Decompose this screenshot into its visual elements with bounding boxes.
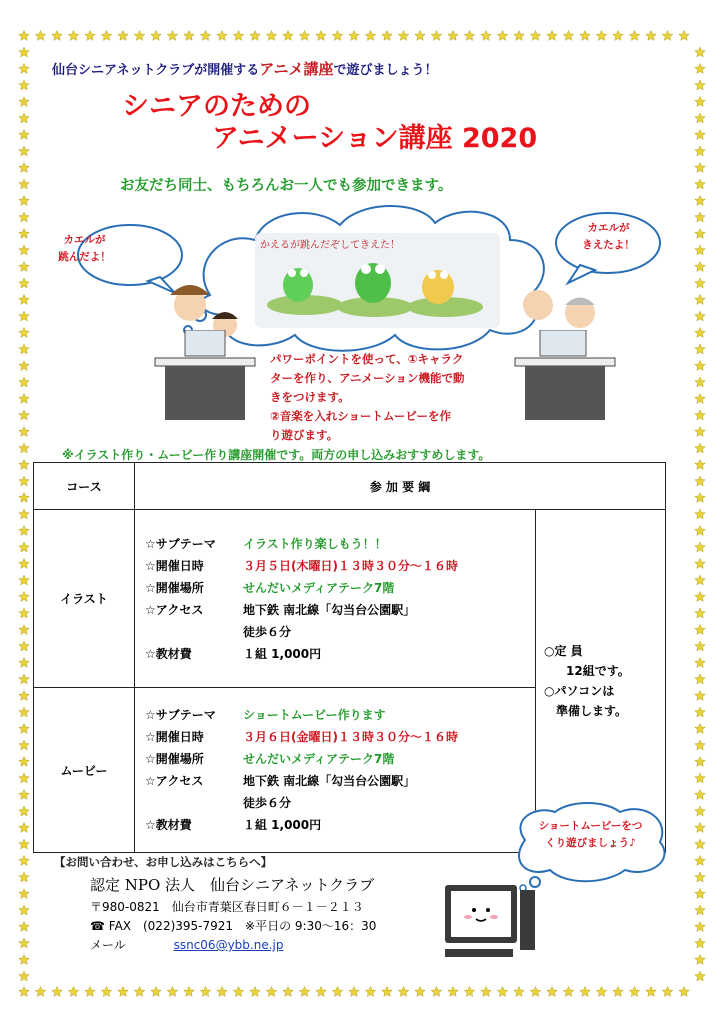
cloud-caption: かえるが跳んだぞしてきえた！ <box>260 240 400 251</box>
star-icon <box>19 179 29 189</box>
star-icon <box>398 987 408 997</box>
star-icon <box>19 278 29 288</box>
star-icon <box>19 394 29 404</box>
email-link[interactable]: ssnc06@ybb.ne.jp <box>173 938 284 952</box>
star-icon <box>19 509 29 519</box>
star-icon <box>695 823 705 833</box>
course-description: パワーポイントを使って、①キャラク ターを作り、アニメーション機能で動 きをつけます。 ②音楽を入れショートムービーを作 り遊びます。 <box>270 352 465 442</box>
subtitle: お友だち同士、もちろんお一人でも参加できます。 <box>120 178 453 194</box>
mail-label: メール <box>90 938 126 952</box>
star-icon <box>68 987 78 997</box>
star-icon <box>19 443 29 453</box>
star-icon <box>695 179 705 189</box>
star-icon <box>695 80 705 90</box>
star-icon <box>19 31 29 41</box>
star-icon <box>613 987 623 997</box>
star-icon <box>118 31 128 41</box>
star-icon <box>299 31 309 41</box>
star-icon <box>35 31 45 41</box>
right-speech-bubble: カエルが きえたよ！ <box>582 222 635 251</box>
star-icon <box>695 427 705 437</box>
star-icon <box>19 724 29 734</box>
star-icon <box>85 987 95 997</box>
star-icon <box>19 97 29 107</box>
star-icon <box>481 31 491 41</box>
star-icon <box>332 987 342 997</box>
star-icon <box>184 31 194 41</box>
star-icon <box>580 31 590 41</box>
star-icon <box>19 130 29 140</box>
intro-line: 仙台シニアネットクラブが開催するアニメ講座で遊びましょう！ <box>52 60 438 78</box>
star-icon <box>19 740 29 750</box>
star-icon <box>695 47 705 57</box>
star-icon <box>101 987 111 997</box>
star-icon <box>629 31 639 41</box>
star-icon <box>530 987 540 997</box>
star-icon <box>695 757 705 767</box>
star-icon <box>200 987 210 997</box>
star-icon <box>695 196 705 206</box>
star-icon <box>19 707 29 717</box>
star-icon <box>19 196 29 206</box>
star-icon <box>217 987 227 997</box>
star-icon <box>646 987 656 997</box>
course-table <box>33 462 666 853</box>
star-icon <box>695 64 705 74</box>
star-icon <box>19 146 29 156</box>
star-icon <box>19 971 29 981</box>
star-icon <box>167 31 177 41</box>
star-icon <box>19 641 29 651</box>
star-icon <box>217 31 227 41</box>
star-icon <box>464 987 474 997</box>
star-icon <box>19 575 29 585</box>
star-icon <box>695 163 705 173</box>
star-icon <box>530 31 540 41</box>
star-icon <box>382 31 392 41</box>
left-speech-bubble: カエルが 跳んだよ！ <box>58 234 111 263</box>
star-icon <box>19 773 29 783</box>
star-icon <box>316 987 326 997</box>
star-icon <box>19 460 29 470</box>
star-icon <box>316 31 326 41</box>
star-icon <box>19 212 29 222</box>
star-icon <box>233 987 243 997</box>
course-illust: イラスト <box>34 510 135 688</box>
star-icon <box>695 130 705 140</box>
star-icon <box>431 31 441 41</box>
star-icon <box>695 839 705 849</box>
star-icon <box>695 295 705 305</box>
star-icon <box>19 839 29 849</box>
illust-details: ☆サブテーマ イラスト作り楽しもう！！ ☆開催日時 ３月５日(木曜日)１３時３０分～１６時 ☆開催場所 せんだいメディアテーク7階 ☆アクセス 地下鉄 南北線「勾当台公園駅」 徒歩６分 ☆教材費 １組 1,000円 <box>135 510 536 688</box>
star-icon <box>19 608 29 618</box>
star-icon <box>596 31 606 41</box>
contact-heading: 【お問い合わせ、お申し込みはこちらへ】 <box>54 855 273 869</box>
star-icon <box>695 658 705 668</box>
star-icon <box>547 31 557 41</box>
star-icon <box>695 262 705 272</box>
star-icon <box>415 31 425 41</box>
star-icon <box>695 955 705 965</box>
star-icon <box>19 328 29 338</box>
star-icon <box>695 872 705 882</box>
star-icon <box>563 987 573 997</box>
star-icon <box>481 987 491 997</box>
star-icon <box>184 987 194 997</box>
star-icon <box>415 987 425 997</box>
star-icon <box>695 575 705 585</box>
star-icon <box>695 922 705 932</box>
contact-info <box>90 898 376 955</box>
star-icon <box>695 328 705 338</box>
star-icon <box>514 31 524 41</box>
page-title-line2: アニメーション講座 2020 <box>212 123 538 154</box>
course-movie: ムービー <box>34 688 135 853</box>
star-icon <box>19 163 29 173</box>
star-icon <box>695 905 705 915</box>
star-icon <box>250 987 260 997</box>
star-icon <box>19 757 29 767</box>
star-icon <box>233 31 243 41</box>
star-icon <box>695 493 705 503</box>
star-icon <box>19 955 29 965</box>
star-icon <box>695 377 705 387</box>
star-icon <box>134 31 144 41</box>
star-icon <box>19 872 29 882</box>
star-icon <box>497 31 507 41</box>
star-icon <box>695 608 705 618</box>
star-icon <box>448 987 458 997</box>
star-icon <box>85 31 95 41</box>
star-icon <box>19 823 29 833</box>
star-icon <box>118 987 128 997</box>
star-icon <box>19 361 29 371</box>
star-icon <box>19 47 29 57</box>
star-icon <box>695 97 705 107</box>
star-icon <box>695 856 705 866</box>
star-icon <box>35 987 45 997</box>
star-icon <box>596 987 606 997</box>
star-icon <box>695 740 705 750</box>
star-icon <box>695 790 705 800</box>
star-icon <box>19 311 29 321</box>
desk-left <box>150 330 260 420</box>
star-icon <box>68 31 78 41</box>
star-icon <box>19 262 29 272</box>
star-icon <box>646 31 656 41</box>
star-icon <box>151 987 161 997</box>
star-icon <box>695 361 705 371</box>
star-icon <box>266 987 276 997</box>
star-icon <box>19 229 29 239</box>
star-icon <box>695 113 705 123</box>
star-icon <box>695 278 705 288</box>
star-icon <box>695 394 705 404</box>
star-icon <box>365 987 375 997</box>
person-icon <box>523 290 553 320</box>
fax: ☎ FAX (022)395-7921 ※平日の 9:30～16：30 <box>90 919 377 933</box>
star-icon <box>695 476 705 486</box>
star-icon <box>19 658 29 668</box>
star-icon <box>695 625 705 635</box>
star-icon <box>695 641 705 651</box>
star-icon <box>695 592 705 602</box>
star-icon <box>19 889 29 899</box>
star-icon <box>19 691 29 701</box>
movie-details: ☆サブテーマ ショートムービー作ります ☆開催日時 ３月６日(金曜日)１３時３０分～１６時 ☆開催場所 せんだいメディアテーク7階 ☆アクセス 地下鉄 南北線「勾当台公園駅」 徒歩６分 ☆教材費 １組 1,000円 <box>135 688 536 853</box>
star-icon <box>695 526 705 536</box>
star-icon <box>695 542 705 552</box>
star-icon <box>19 938 29 948</box>
star-icon <box>19 427 29 437</box>
star-icon <box>19 674 29 684</box>
star-icon <box>250 31 260 41</box>
address: 〒980-0821 仙台市青葉区春日町６－１－２１３ <box>90 900 364 914</box>
star-icon <box>679 987 689 997</box>
star-icon <box>695 938 705 948</box>
star-icon <box>580 987 590 997</box>
star-icon <box>283 987 293 997</box>
star-icon <box>431 987 441 997</box>
star-icon <box>695 889 705 899</box>
star-icon <box>19 476 29 486</box>
note: ※イラスト作り・ムービー作り講座開催です。両方の申し込みおすすめします。 <box>62 448 491 462</box>
star-icon <box>19 295 29 305</box>
star-icon <box>19 987 29 997</box>
star-icon <box>266 31 276 41</box>
star-icon <box>19 790 29 800</box>
star-icon <box>382 987 392 997</box>
star-icon <box>448 31 458 41</box>
star-icon <box>695 509 705 519</box>
star-icon <box>695 443 705 453</box>
star-icon <box>695 146 705 156</box>
frog-icon <box>355 263 391 303</box>
frog-icon <box>283 268 313 302</box>
page-title-line1: シニアのための <box>122 91 311 122</box>
star-icon <box>19 493 29 503</box>
star-icon <box>695 212 705 222</box>
star-icon <box>52 987 62 997</box>
star-icon <box>662 31 672 41</box>
star-icon <box>695 691 705 701</box>
star-icon <box>19 344 29 354</box>
star-icon <box>662 987 672 997</box>
star-icon <box>19 377 29 387</box>
star-icon <box>332 31 342 41</box>
star-icon <box>695 707 705 717</box>
star-icon <box>695 311 705 321</box>
star-icon <box>19 625 29 635</box>
star-icon <box>695 229 705 239</box>
star-icon <box>695 245 705 255</box>
header-course: コース <box>34 463 135 510</box>
star-icon <box>695 971 705 981</box>
desk-right <box>510 330 620 420</box>
computer-icon <box>440 885 540 965</box>
star-icon <box>19 64 29 74</box>
star-icon <box>629 987 639 997</box>
star-icon <box>514 987 524 997</box>
star-icon <box>19 245 29 255</box>
star-icon <box>299 987 309 997</box>
star-icon <box>464 31 474 41</box>
side-info: ○定 員 12組です。 ○パソコンは 準備します。 <box>536 510 666 853</box>
org-name: 認定 NPO 法人 仙台シニアネットクラブ <box>90 876 375 894</box>
star-icon <box>52 31 62 41</box>
star-icon <box>134 987 144 997</box>
star-icon <box>613 31 623 41</box>
star-icon <box>200 31 210 41</box>
star-icon <box>695 460 705 470</box>
star-icon <box>349 987 359 997</box>
star-icon <box>365 31 375 41</box>
star-icon <box>19 905 29 915</box>
star-icon <box>695 806 705 816</box>
star-icon <box>19 592 29 602</box>
frog-icon <box>422 270 454 304</box>
bottom-bubble-text: ショートムービーをつ くり遊びましょう♪ <box>538 820 643 849</box>
star-icon <box>563 31 573 41</box>
star-icon <box>19 922 29 932</box>
star-icon <box>19 410 29 420</box>
star-icon <box>695 559 705 569</box>
star-icon <box>547 987 557 997</box>
star-icon <box>19 526 29 536</box>
star-icon <box>19 113 29 123</box>
star-icon <box>695 344 705 354</box>
star-icon <box>151 31 161 41</box>
header-detail: 参 加 要 綱 <box>135 463 666 510</box>
star-icon <box>167 987 177 997</box>
star-icon <box>283 31 293 41</box>
star-icon <box>695 674 705 684</box>
star-icon <box>101 31 111 41</box>
star-icon <box>19 542 29 552</box>
star-icon <box>19 559 29 569</box>
star-icon <box>695 724 705 734</box>
star-icon <box>497 987 507 997</box>
star-icon <box>398 31 408 41</box>
star-icon <box>19 80 29 90</box>
star-icon <box>19 856 29 866</box>
star-icon <box>349 31 359 41</box>
star-icon <box>695 773 705 783</box>
star-icon <box>679 31 689 41</box>
star-icon <box>19 806 29 816</box>
star-icon <box>695 410 705 420</box>
